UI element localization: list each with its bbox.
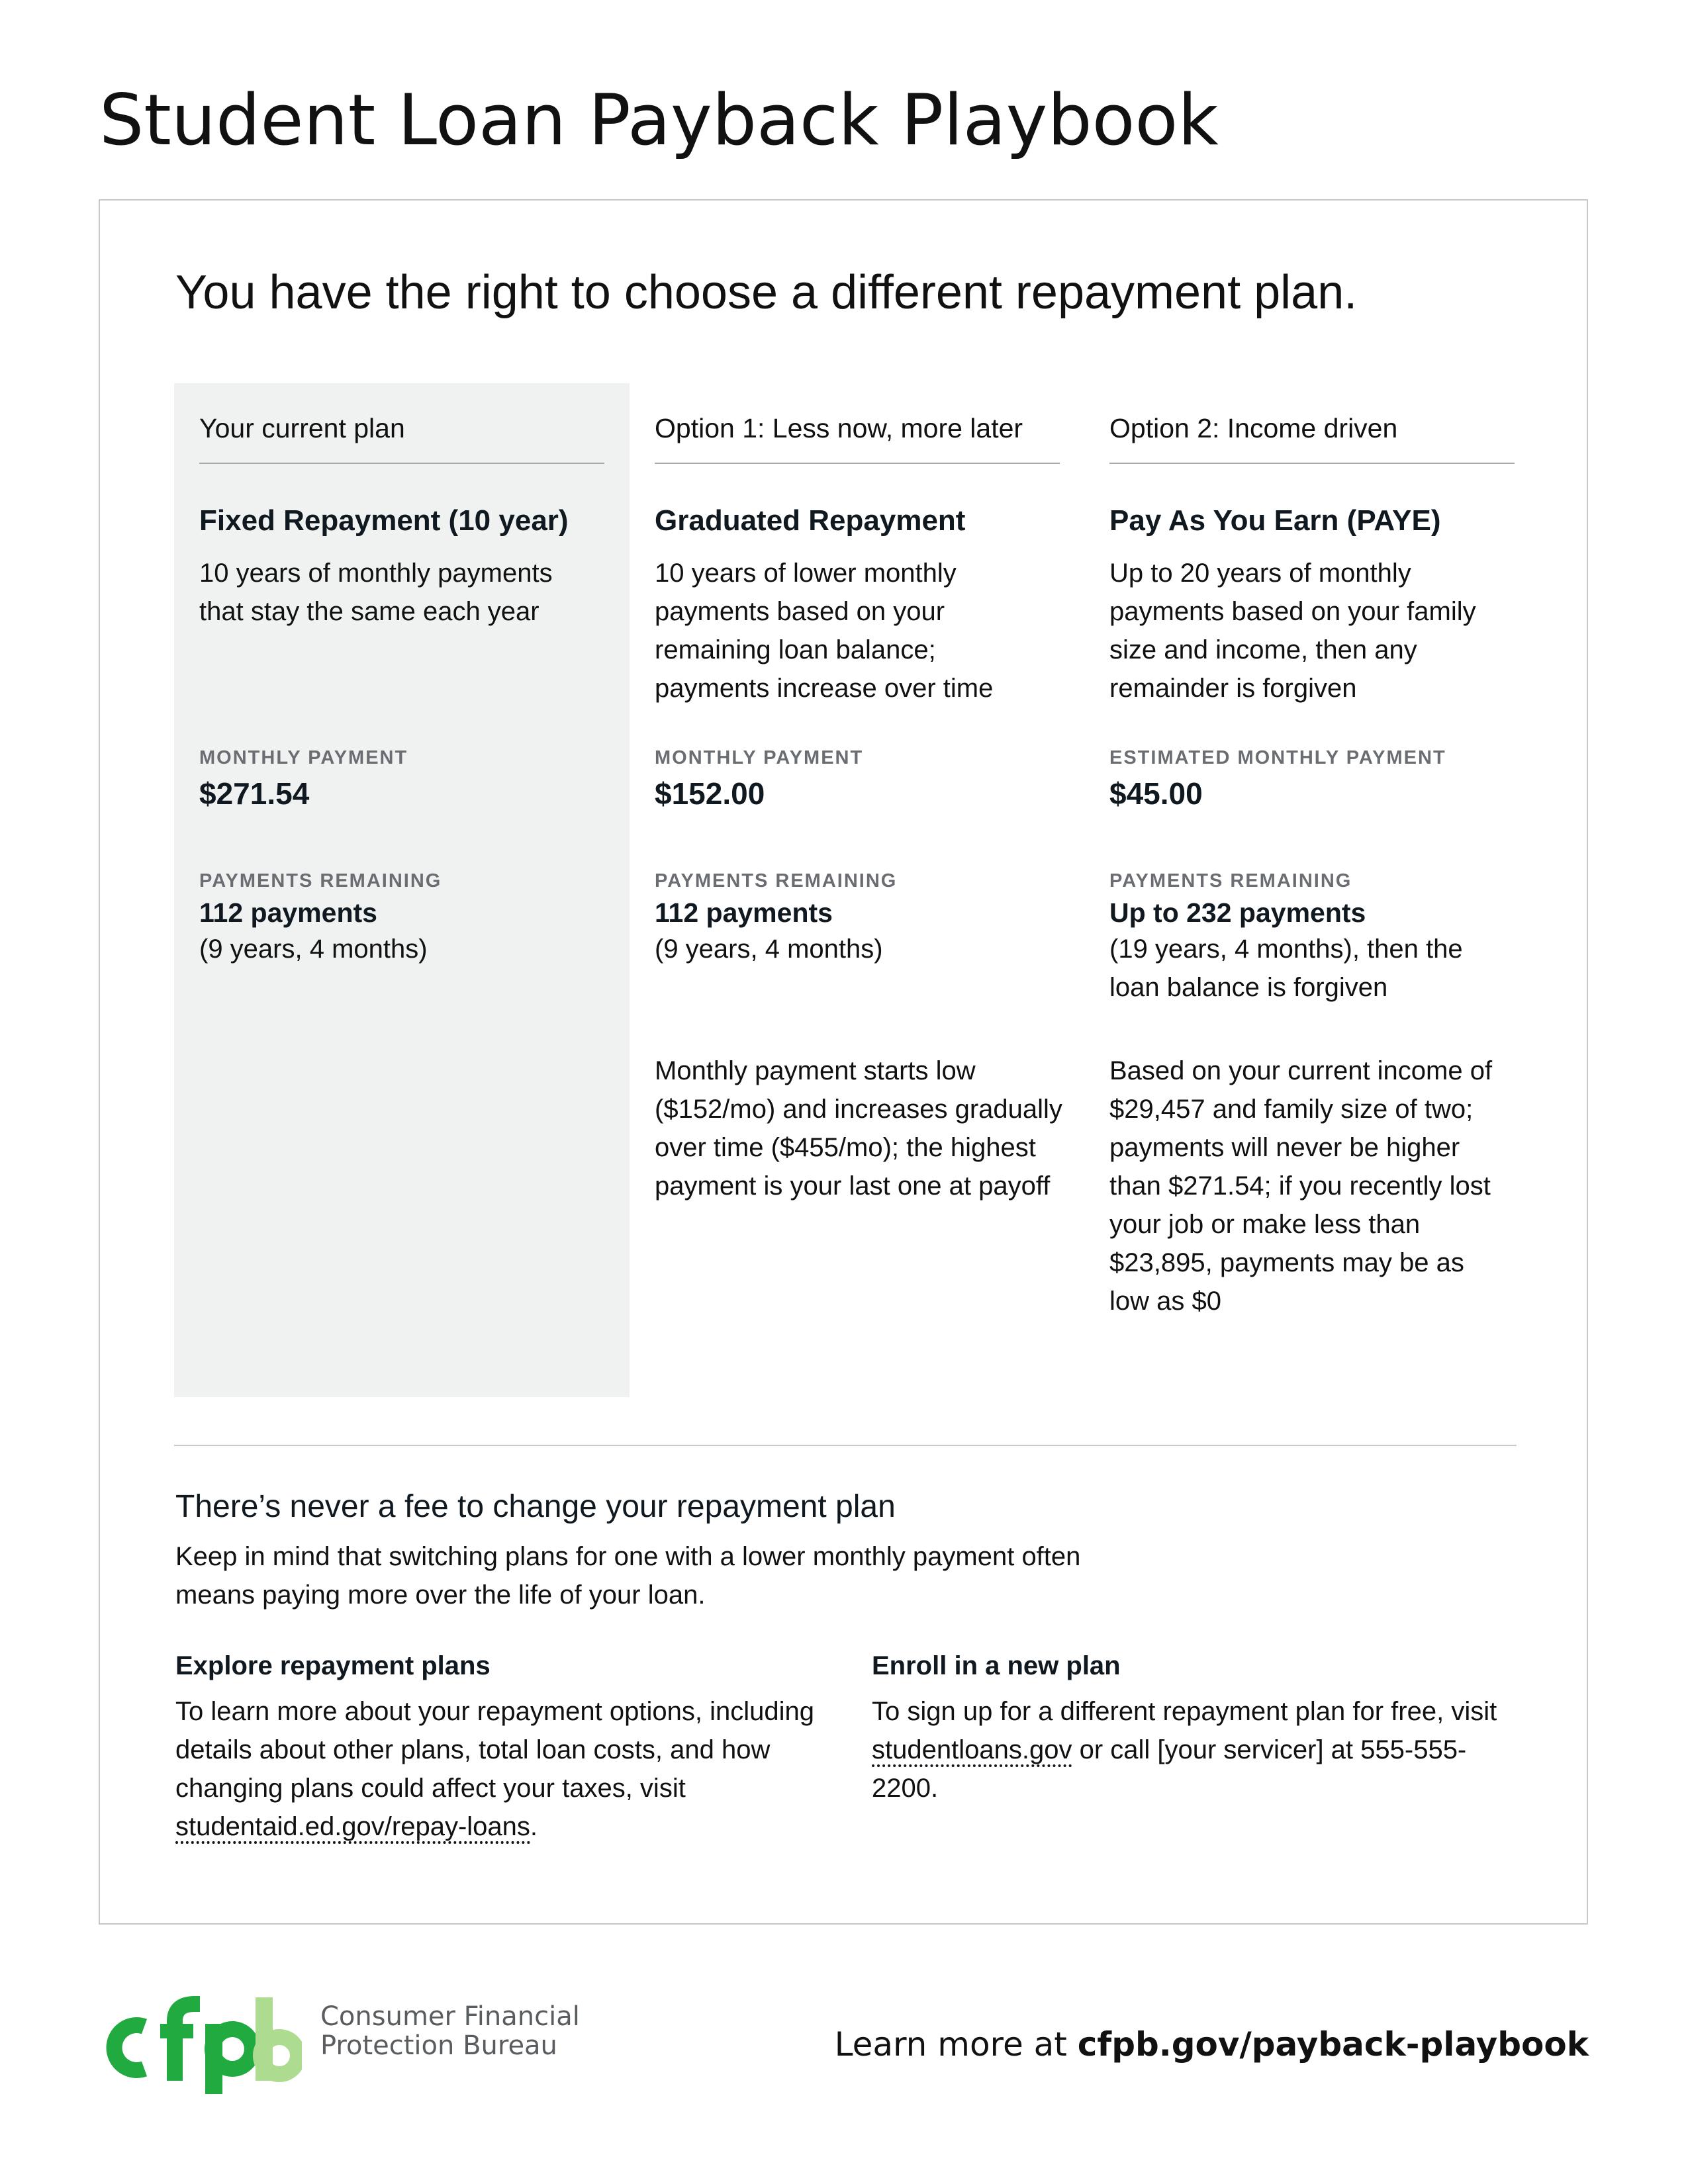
plan-description: Up to 20 years of monthly payments based on your family size and income, then any remainder is forgiven xyxy=(1109,559,1476,703)
repay-loans-link[interactable]: studentaid.ed.gov/repay-loans xyxy=(175,1812,530,1844)
enroll-text-start: To sign up for a different repayment plan for free, visit xyxy=(872,1697,1497,1726)
payment-amount: $45.00 xyxy=(1109,776,1203,811)
remaining-label: PAYMENTS REMAINING xyxy=(199,870,442,891)
studentloans-link[interactable]: studentloans.gov xyxy=(872,1735,1072,1767)
enroll-text-end: or call [your servicer] at 555-555-2200. xyxy=(872,1735,1467,1803)
plan-comparison-card xyxy=(99,199,1588,1925)
payment-amount: $152.00 xyxy=(655,776,765,811)
remaining-detail: (9 years, 4 months) xyxy=(199,934,428,964)
remaining-count: Up to 232 payments xyxy=(1109,897,1366,928)
column-header: Your current plan xyxy=(199,413,604,464)
headline: You have the right to choose a different repayment plan. xyxy=(175,266,1358,319)
explore-text-end: . xyxy=(530,1812,538,1841)
playbook-link[interactable]: cfpb.gov/payback-playbook xyxy=(1077,2025,1589,2064)
explore-heading: Explore repayment plans xyxy=(175,1651,491,1680)
option-1-column xyxy=(630,383,1085,1397)
learn-more xyxy=(835,2025,1589,2064)
enroll-heading: Enroll in a new plan xyxy=(872,1651,1121,1680)
current-plan-column xyxy=(174,383,630,1397)
plan-description: 10 years of monthly payments that stay the same each year xyxy=(199,559,553,626)
plan-name: Pay As You Earn (PAYE) xyxy=(1109,504,1441,537)
explore-text xyxy=(175,1692,837,1846)
column-header: Option 2: Income driven xyxy=(1109,413,1515,464)
bureau-line-1: Consumer Financial xyxy=(320,2001,580,2032)
plan-name: Fixed Repayment (10 year) xyxy=(199,504,569,537)
column-header: Option 1: Less now, more later xyxy=(655,413,1060,464)
learn-more-prefix: Learn more at xyxy=(834,2025,1078,2064)
remaining-detail: (19 years, 4 months), then the loan balance is forgiven xyxy=(1109,934,1463,1002)
remaining-count: 112 payments xyxy=(655,897,833,928)
fee-section-text: Keep in mind that switching plans for one with a lower monthly payment often means paying more over the life of your loan. xyxy=(175,1542,1081,1610)
remaining-detail: (9 years, 4 months) xyxy=(655,934,883,964)
plan-description: 10 years of lower monthly payments based on your remaining loan balance; payments increase over time xyxy=(655,559,994,703)
explore-text-start: To learn more about your repayment options, including details about other plans, total loan costs, and how changing plans could affect your taxes, visit xyxy=(175,1697,814,1803)
section-divider xyxy=(174,1445,1517,1446)
option-2-column xyxy=(1084,383,1540,1397)
plan-note: Monthly payment starts low ($152/mo) and increases gradually over time ($455/mo); the highest payment is your last one at payoff xyxy=(655,1056,1062,1201)
bureau-name xyxy=(320,2002,580,2060)
remaining-label: PAYMENTS REMAINING xyxy=(1109,870,1352,891)
plan-name: Graduated Repayment xyxy=(655,504,966,537)
remaining-count: 112 payments xyxy=(199,897,377,928)
remaining-label: PAYMENTS REMAINING xyxy=(655,870,898,891)
page-title: Student Loan Payback Playbook xyxy=(99,79,1219,161)
bureau-line-2: Protection Bureau xyxy=(320,2030,557,2061)
plan-note: Based on your current income of $29,457 and family size of two; payments will never be higher than $271.54; if you recently lost your job or make less than $23,895, payments may be as low as $0 xyxy=(1109,1056,1493,1316)
payment-amount: $271.54 xyxy=(199,776,310,811)
fee-section-title: There’s never a fee to change your repayment plan xyxy=(175,1489,896,1524)
payment-label: ESTIMATED MONTHLY PAYMENT xyxy=(1109,747,1446,768)
payment-label: MONTHLY PAYMENT xyxy=(655,747,864,768)
payment-label: MONTHLY PAYMENT xyxy=(199,747,408,768)
enroll-text xyxy=(872,1692,1507,1807)
cfpb-logo xyxy=(97,1995,302,2094)
